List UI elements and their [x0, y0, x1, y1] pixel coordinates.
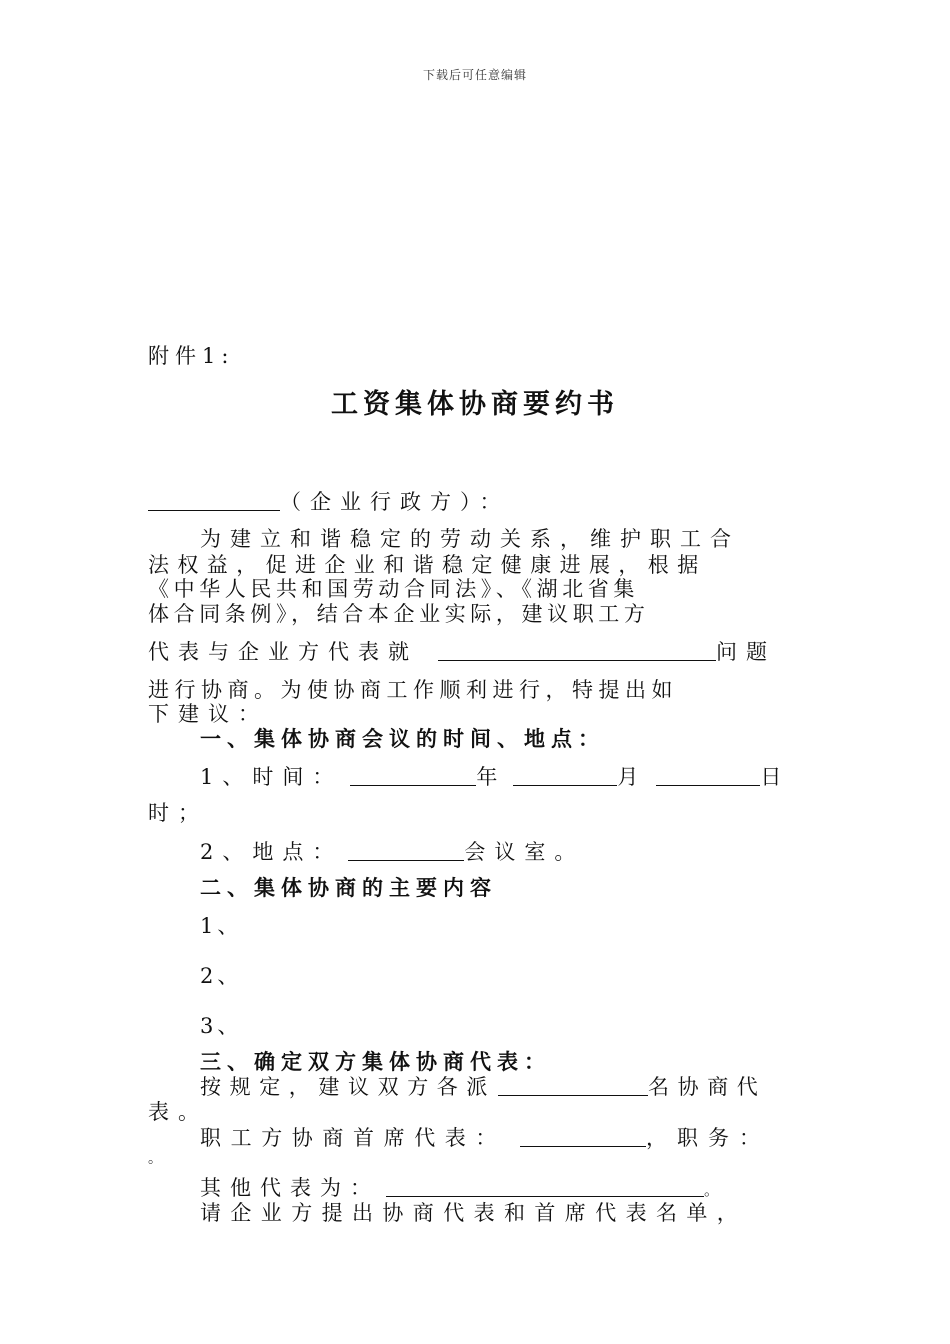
time-line: [148, 761, 808, 791]
rule-pre: 按规定，建议双方各派: [200, 1075, 496, 1099]
rule-post: 名协商代: [648, 1075, 767, 1099]
time-end: 时；: [148, 801, 208, 825]
section3-heading: 三、确定双方集体协商代表：: [200, 1050, 551, 1074]
place-suffix: 会议室。: [464, 840, 585, 864]
para1-line3: 《中华人民共和国劳动合同法》、《湖北省集: [148, 577, 639, 601]
issue-blank[interactable]: [438, 640, 716, 661]
chief-pre: 职工方协商首席代表：: [200, 1126, 506, 1150]
request-line: 请企业方提出协商代表和首席代表名单，: [200, 1201, 748, 1225]
para1-line5-post: 问题: [716, 640, 776, 664]
section2-heading: 二、集体协商的主要内容: [200, 876, 497, 900]
others-blank[interactable]: [386, 1176, 704, 1197]
content-item-1: 1、: [200, 914, 243, 938]
para1-line4: 体合同条例》，结合本企业实际，建议职工方: [148, 602, 650, 626]
document-title: 工资集体协商要约书: [331, 389, 619, 420]
attachment-label: 附件1:: [148, 344, 235, 368]
addressee-suffix: （企业行政方）：: [280, 490, 510, 514]
chief-name-blank[interactable]: [520, 1126, 646, 1147]
day-blank[interactable]: [656, 765, 760, 786]
content-item-2: 2、: [200, 964, 243, 988]
others-end: 。: [704, 1181, 724, 1199]
place-line: [148, 836, 808, 866]
year-label: 年: [476, 765, 502, 789]
day-label: 日: [760, 765, 786, 789]
chief-mid: ，职务：: [646, 1126, 770, 1150]
year-blank[interactable]: [350, 765, 476, 786]
header-note: 下载后可任意编辑: [422, 68, 527, 82]
section1-heading: 一、集体协商会议的时间、地点：: [200, 727, 605, 751]
para1-line5: [148, 636, 808, 666]
company-name-blank[interactable]: [148, 490, 280, 511]
para1-line7: 下建议：: [148, 702, 268, 726]
para1-line2: 法权益，促进企业和谐稳定健康进展，根据: [148, 553, 707, 577]
room-blank[interactable]: [348, 840, 464, 861]
para1-line6: 进行协商。为使协商工作顺利进行，特提出如: [148, 678, 678, 702]
content-item-3: 3、: [200, 1014, 243, 1038]
count-blank[interactable]: [498, 1075, 648, 1096]
addressee-line: [148, 486, 808, 516]
time-prefix: 1、时间：: [200, 765, 343, 789]
para1-line1: 为建立和谐稳定的劳动关系，维护职工合: [200, 527, 740, 551]
month-label: 月: [617, 765, 643, 789]
rule-end: 表。: [148, 1100, 208, 1124]
month-blank[interactable]: [513, 765, 617, 786]
para1-line5-pre: 代表与企业方代表就: [148, 640, 418, 664]
chief-end: 。: [148, 1151, 166, 1167]
others-pre: 其他代表为：: [200, 1176, 380, 1200]
place-prefix: 2、地点：: [200, 840, 343, 864]
